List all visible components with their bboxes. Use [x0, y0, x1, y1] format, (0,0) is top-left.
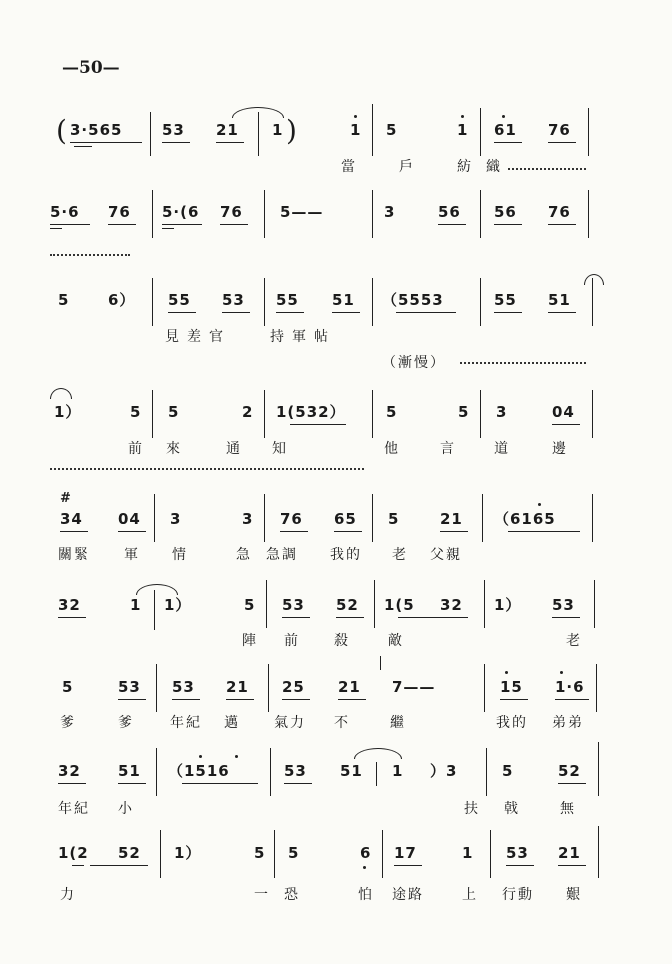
bar-line	[266, 580, 267, 628]
note-group: 1	[272, 121, 284, 139]
note-group: 21	[558, 844, 581, 862]
note-group: （1516	[168, 762, 230, 780]
underline	[548, 142, 576, 143]
note-group: 1	[130, 596, 142, 614]
note-group: 3	[496, 403, 508, 421]
underline	[506, 865, 534, 866]
lyric: 我的	[330, 547, 362, 563]
lyric: 無	[560, 801, 576, 817]
lyric: 陣	[242, 633, 258, 649]
sharp-mark: #	[60, 491, 72, 506]
underline	[118, 783, 146, 784]
bar-line	[154, 494, 155, 542]
note-group: 1	[462, 844, 474, 862]
note-group: 1(2	[58, 844, 89, 862]
note-group: 5	[386, 121, 398, 139]
bar-line	[376, 762, 377, 786]
extension-dots	[508, 168, 586, 170]
bar-line	[484, 580, 485, 628]
bar-line	[588, 190, 589, 238]
note-group: 56	[438, 203, 461, 221]
underline	[558, 865, 586, 866]
lyric: 艱	[566, 887, 582, 903]
bar-line	[588, 108, 589, 156]
underline	[394, 865, 422, 866]
lyric: 前	[284, 633, 300, 649]
lyric: 不	[334, 715, 350, 731]
bar-line	[480, 190, 481, 238]
note-group: 55	[276, 291, 299, 309]
note-group: 53	[162, 121, 185, 139]
underline	[50, 228, 62, 229]
note-group: 5	[502, 762, 514, 780]
lyric: 當	[341, 159, 357, 175]
underline	[216, 142, 244, 143]
bar-line	[152, 190, 153, 238]
underline	[440, 531, 468, 532]
high-octave-dot	[538, 503, 541, 506]
note-group: 2	[242, 403, 254, 421]
underline	[290, 424, 346, 425]
note-group: 61	[494, 121, 517, 139]
bar-line	[372, 190, 373, 238]
tie-slur	[354, 748, 402, 759]
note-group: 5	[62, 678, 74, 696]
note-group: 21	[226, 678, 249, 696]
lyric: 恐	[284, 887, 300, 903]
note-group: 65	[334, 510, 357, 528]
bar-line	[372, 104, 373, 156]
note-group: 52	[558, 762, 581, 780]
underline	[334, 531, 362, 532]
bar-line	[592, 494, 593, 542]
bar-line	[264, 390, 265, 438]
lyric: 戶	[399, 159, 415, 175]
note-group: 76	[108, 203, 131, 221]
note-group: （6165	[494, 510, 556, 528]
underline	[90, 865, 148, 866]
lyric: 邁	[224, 715, 240, 731]
high-octave-dot	[502, 115, 505, 118]
lyric: 繼	[390, 715, 406, 731]
underline	[222, 312, 250, 313]
note-group: 32	[58, 762, 81, 780]
note-group: 04	[118, 510, 141, 528]
note-group: 3·565	[70, 121, 123, 139]
lyric: 力	[60, 887, 76, 903]
note-group: 5	[288, 844, 300, 862]
bar-line	[274, 830, 275, 878]
underline	[508, 531, 580, 532]
underline	[182, 783, 258, 784]
bar-line	[154, 590, 155, 630]
lyric: 途路	[392, 887, 424, 903]
lyric: 爹	[60, 715, 76, 731]
lyric: 織	[486, 159, 502, 175]
underline	[162, 224, 202, 225]
bar-line	[480, 278, 481, 326]
lyric: 知	[272, 441, 288, 457]
note-group: 3	[242, 510, 254, 528]
underline	[282, 617, 310, 618]
lyric: 邊	[552, 441, 568, 457]
lyric: 行動	[502, 887, 534, 903]
bar-line	[152, 278, 153, 326]
note-group: 53	[282, 596, 305, 614]
bar-line	[270, 748, 271, 796]
note-group: 21	[216, 121, 239, 139]
note-group: 32	[440, 596, 463, 614]
note-group: 15	[500, 678, 523, 696]
note-group: 32	[58, 596, 81, 614]
underline	[226, 699, 254, 700]
lyric: 上	[462, 887, 478, 903]
note-group: 04	[552, 403, 575, 421]
underline	[162, 142, 190, 143]
underline	[220, 224, 248, 225]
note-group: 6）	[108, 291, 136, 309]
note-group: 76	[280, 510, 303, 528]
bar-line	[480, 390, 481, 438]
bar-line	[490, 830, 491, 878]
bar-line	[268, 664, 269, 712]
lyric: 持軍帖	[270, 329, 336, 345]
underline	[438, 224, 466, 225]
note-group: 5	[168, 403, 180, 421]
underline	[552, 617, 580, 618]
bar-line	[156, 664, 157, 712]
lyric: 他	[384, 441, 400, 457]
underline	[72, 865, 84, 866]
note-group: 1）	[494, 596, 522, 614]
high-octave-dot	[235, 755, 238, 758]
underline	[555, 699, 589, 700]
tie-slur	[136, 584, 178, 595]
note-group: 5	[130, 403, 142, 421]
open-paren: (	[56, 114, 67, 147]
bar-line	[258, 112, 259, 156]
underline	[500, 699, 528, 700]
lyric: 軍	[124, 547, 140, 563]
note-group: 5	[254, 844, 266, 862]
note-group: 25	[282, 678, 305, 696]
bar-line	[596, 664, 597, 712]
lyric: 來	[166, 441, 182, 457]
underline	[108, 224, 136, 225]
lyric: 老	[392, 547, 408, 563]
underline	[70, 142, 142, 143]
note-group: 1）	[54, 403, 82, 421]
low-octave-dot	[363, 866, 366, 869]
lyric: 扶	[464, 801, 480, 817]
note-group: 55	[168, 291, 191, 309]
note-group: 21	[338, 678, 361, 696]
underline	[332, 312, 360, 313]
lyric: 前	[128, 441, 144, 457]
lyric: 急	[236, 547, 252, 563]
note-group: 5	[386, 403, 398, 421]
lyric: 戟	[504, 801, 520, 817]
note-group: 1）	[164, 596, 192, 614]
tempo-annotation: （漸慢）	[382, 355, 446, 371]
underline	[280, 531, 308, 532]
underline	[396, 312, 456, 313]
note-group: 17	[394, 844, 417, 862]
lyric: 關緊	[58, 547, 90, 563]
underline	[338, 699, 366, 700]
note-group: 3	[384, 203, 396, 221]
note-group: 53	[172, 678, 195, 696]
lyric: 急調	[266, 547, 298, 563]
bar-line	[592, 390, 593, 438]
lyric: 敵	[388, 633, 404, 649]
note-group: 5·(6	[162, 203, 200, 221]
lyric: 見差官	[165, 329, 231, 345]
note-group: 7——	[392, 678, 436, 696]
lyric: 我的	[496, 715, 528, 731]
high-octave-dot	[354, 115, 357, 118]
high-octave-dot	[505, 671, 508, 674]
extension-dots	[460, 362, 586, 364]
high-octave-dot	[199, 755, 202, 758]
lyric: 氣力	[274, 715, 306, 731]
bar-line	[482, 494, 483, 542]
underline	[74, 146, 92, 147]
note-group: 76	[220, 203, 243, 221]
note-group: 1）	[174, 844, 202, 862]
note-group: 6	[360, 844, 372, 862]
bar-line	[372, 390, 373, 438]
lyric: 爹	[118, 715, 134, 731]
note-group: 1(5	[384, 596, 415, 614]
lyric: 紡	[457, 159, 473, 175]
bar-line	[264, 494, 265, 542]
note-group: 3	[170, 510, 182, 528]
underline	[168, 312, 196, 313]
underline	[336, 617, 364, 618]
bar-line	[156, 748, 157, 796]
underline	[548, 224, 576, 225]
note-group: 53	[552, 596, 575, 614]
underline	[60, 531, 88, 532]
bar-line	[486, 748, 487, 796]
bar-line	[484, 664, 485, 712]
underline	[398, 617, 468, 618]
bar-line	[380, 656, 381, 670]
lyric: 道	[494, 441, 510, 457]
bar-line	[160, 830, 161, 878]
underline	[58, 617, 86, 618]
underline	[284, 783, 312, 784]
underline	[118, 531, 146, 532]
tie-slur	[50, 388, 72, 399]
bar-line	[152, 390, 153, 438]
note-group: 1(532）	[276, 403, 346, 421]
note-group: 1	[392, 762, 404, 780]
lyric: 父親	[430, 547, 462, 563]
extension-dots	[50, 468, 364, 470]
bar-line	[480, 108, 481, 156]
bar-line	[382, 830, 383, 878]
bar-line	[592, 278, 593, 326]
underline	[50, 224, 90, 225]
bar-line	[372, 494, 373, 542]
bar-line	[372, 278, 373, 326]
underline	[494, 142, 522, 143]
note-group: 53	[506, 844, 529, 862]
note-group: （5553	[382, 291, 444, 309]
bar-line	[150, 112, 151, 156]
note-group: 5·6	[50, 203, 80, 221]
underline	[282, 699, 310, 700]
note-group: 51	[332, 291, 355, 309]
underline	[162, 228, 174, 229]
note-group: ）3	[430, 762, 458, 780]
note-group: 53	[118, 678, 141, 696]
tie-slur	[584, 274, 604, 285]
underline	[548, 312, 576, 313]
bar-line	[598, 742, 599, 796]
lyric: 情	[172, 547, 188, 563]
note-group: 56	[494, 203, 517, 221]
note-group: 76	[548, 121, 571, 139]
note-group: 51	[340, 762, 363, 780]
bar-line	[374, 580, 375, 628]
lyric: 通	[226, 441, 242, 457]
note-group: 1	[350, 121, 362, 139]
note-group: 5	[58, 291, 70, 309]
high-octave-dot	[560, 671, 563, 674]
lyric: 怕	[358, 887, 374, 903]
note-group: 1	[457, 121, 469, 139]
note-group: 55	[494, 291, 517, 309]
underline	[172, 699, 200, 700]
note-group: 51	[548, 291, 571, 309]
note-group: 52	[336, 596, 359, 614]
note-group: 51	[118, 762, 141, 780]
bar-line	[264, 190, 265, 238]
bar-line	[594, 580, 595, 628]
note-group: 53	[284, 762, 307, 780]
note-group: 52	[118, 844, 141, 862]
underline	[494, 224, 522, 225]
underline	[58, 783, 86, 784]
lyric: 言	[440, 441, 456, 457]
extension-dots	[50, 254, 130, 256]
note-group: 34	[60, 510, 83, 528]
lyric: 年紀	[58, 801, 90, 817]
note-group: 53	[222, 291, 245, 309]
close-paren: )	[286, 114, 297, 147]
lyric: 小	[118, 801, 134, 817]
lyric: 老	[566, 633, 582, 649]
bar-line	[264, 278, 265, 326]
lyric: 年紀	[170, 715, 202, 731]
underline	[552, 424, 580, 425]
note-group: 1·6	[555, 678, 585, 696]
note-group: 5——	[280, 203, 324, 221]
underline	[558, 783, 586, 784]
lyric: 弟弟	[552, 715, 584, 731]
underline	[276, 312, 304, 313]
high-octave-dot	[461, 115, 464, 118]
note-group: 76	[548, 203, 571, 221]
note-group: 5	[244, 596, 256, 614]
lyric: 一	[254, 887, 270, 903]
underline	[494, 312, 522, 313]
note-group: 5	[388, 510, 400, 528]
note-group: 5	[458, 403, 470, 421]
page-number: —50—	[62, 58, 120, 78]
bar-line	[598, 826, 599, 878]
lyric: 殺	[334, 633, 350, 649]
note-group: 21	[440, 510, 463, 528]
underline	[118, 699, 146, 700]
